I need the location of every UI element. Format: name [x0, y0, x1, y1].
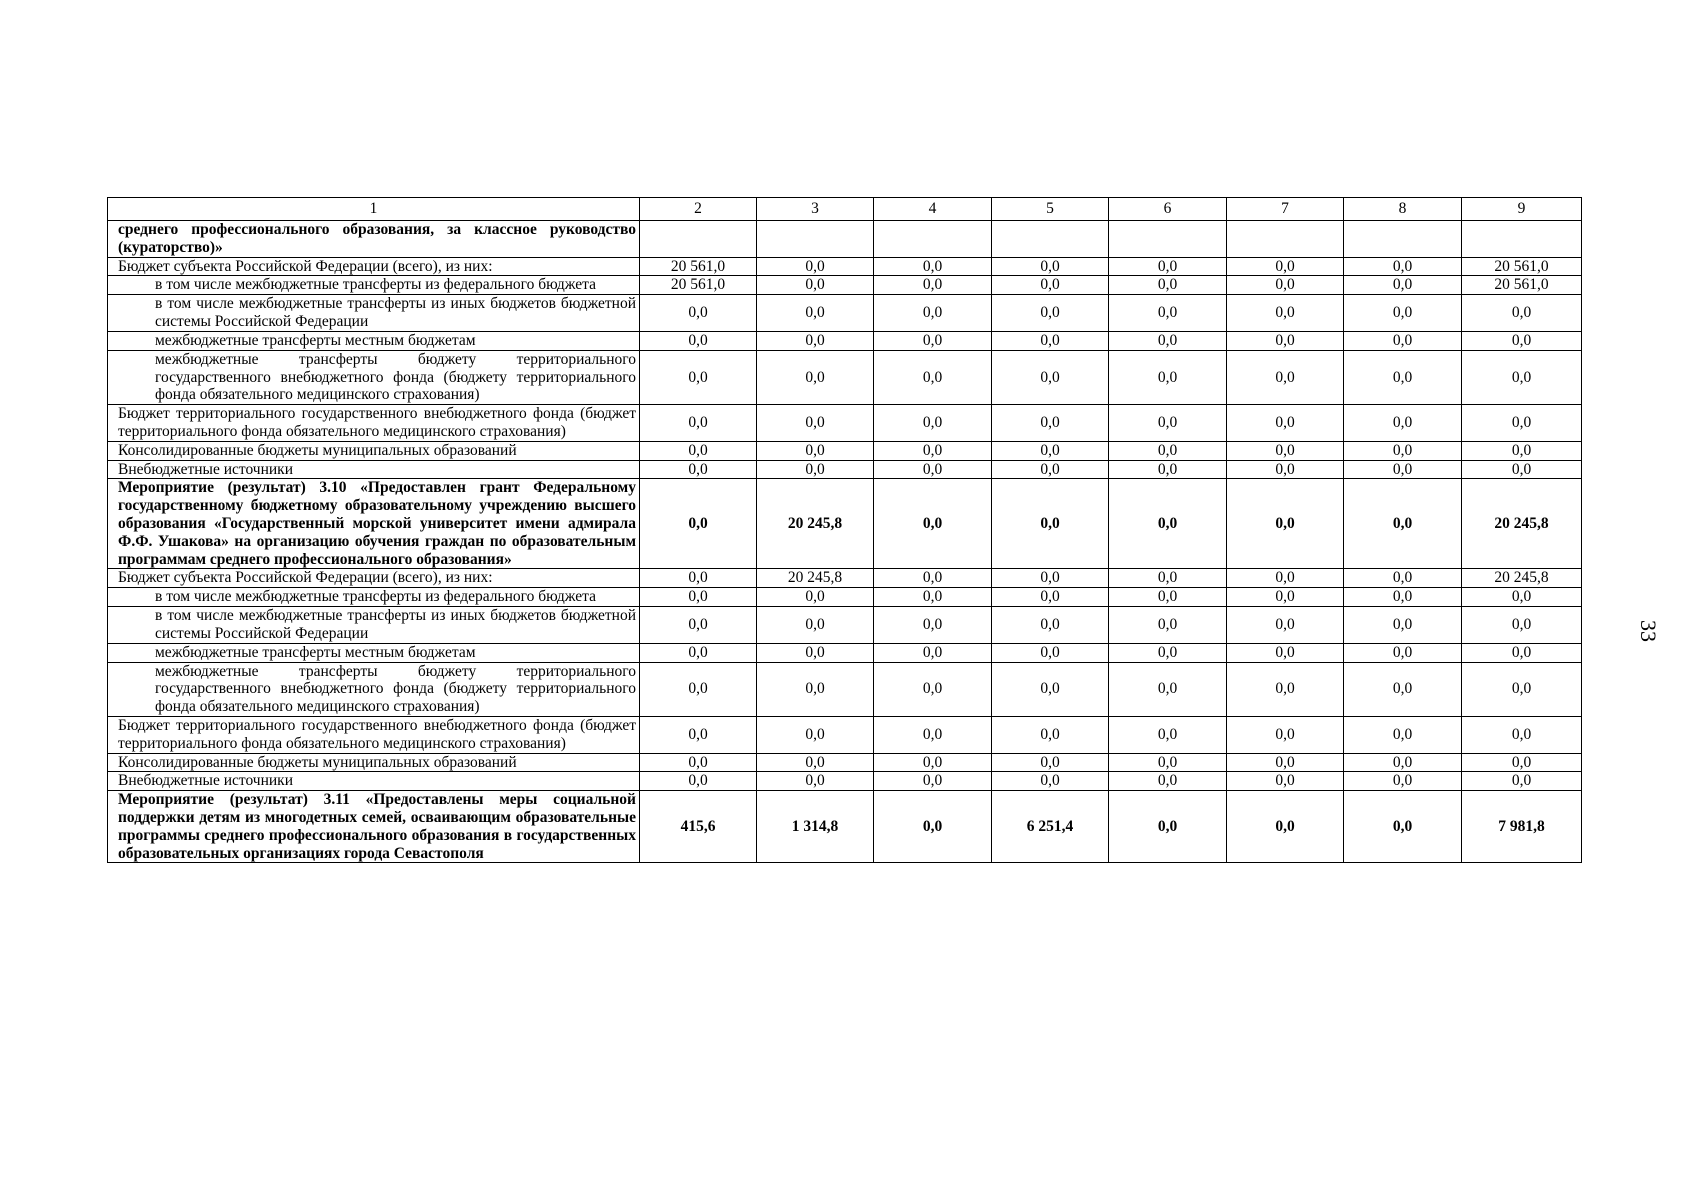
cell-col-5: 0,0 [992, 772, 1109, 791]
table-row [108, 221, 1582, 258]
cell-col-8: 0,0 [1344, 588, 1462, 607]
cell-col-8: 0,0 [1344, 460, 1462, 479]
cell-col-9: 0,0 [1462, 716, 1582, 753]
cell-col-9: 20 561,0 [1462, 257, 1582, 276]
cell-col-8: 0,0 [1344, 479, 1462, 569]
cell-col-4: 0,0 [874, 588, 992, 607]
cell-col-7: 0,0 [1227, 460, 1344, 479]
cell-col-9: 0,0 [1462, 405, 1582, 442]
cell-col-4: 0,0 [874, 295, 992, 332]
cell-col-8: 0,0 [1344, 441, 1462, 460]
cell-col-5: 0,0 [992, 350, 1109, 404]
cell-col-8: 0,0 [1344, 772, 1462, 791]
cell-col-7: 0,0 [1227, 479, 1344, 569]
cell-col-9: 0,0 [1462, 441, 1582, 460]
row-label: Внебюджетные источники [108, 460, 640, 479]
cell-col-2: 0,0 [640, 350, 757, 404]
cell-col-2: 0,0 [640, 772, 757, 791]
cell-col-9: 20 245,8 [1462, 569, 1582, 588]
cell-col-2: 0,0 [640, 588, 757, 607]
table-row [108, 331, 1582, 350]
table-row [108, 441, 1582, 460]
cell-col-3: 0,0 [757, 295, 874, 332]
cell-col-3: 0,0 [757, 607, 874, 644]
table-row [108, 643, 1582, 662]
table-body [108, 221, 1582, 863]
cell-col-2: 0,0 [640, 716, 757, 753]
cell-col-4 [874, 221, 992, 258]
cell-col-3: 0,0 [757, 588, 874, 607]
cell-col-6: 0,0 [1109, 662, 1227, 716]
cell-col-2: 0,0 [640, 405, 757, 442]
cell-col-8: 0,0 [1344, 662, 1462, 716]
cell-col-4: 0,0 [874, 772, 992, 791]
cell-col-9: 0,0 [1462, 643, 1582, 662]
cell-col-6: 0,0 [1109, 716, 1227, 753]
cell-col-7: 0,0 [1227, 662, 1344, 716]
cell-col-6: 0,0 [1109, 257, 1227, 276]
cell-col-7: 0,0 [1227, 772, 1344, 791]
cell-col-8: 0,0 [1344, 716, 1462, 753]
row-label: Консолидированные бюджеты муниципальных образований [108, 441, 640, 460]
cell-col-8: 0,0 [1344, 607, 1462, 644]
cell-col-7: 0,0 [1227, 405, 1344, 442]
cell-col-8: 0,0 [1344, 257, 1462, 276]
cell-col-6: 0,0 [1109, 588, 1227, 607]
row-label: Мероприятие (результат) 3.10 «Предоставлен грант Федеральному государственному бюджетному образовательному учреждению высшего образования «Государственный морской университет имени адмирала Ф.Ф. Ушакова» на организацию обучения граждан по образовательным программам среднего профессионального образования» [108, 479, 640, 569]
cell-col-2: 0,0 [640, 460, 757, 479]
cell-col-2: 0,0 [640, 643, 757, 662]
cell-col-6: 0,0 [1109, 460, 1227, 479]
header-row [108, 198, 1582, 221]
table-row [108, 460, 1582, 479]
cell-col-9: 20 561,0 [1462, 276, 1582, 295]
cell-col-8: 0,0 [1344, 350, 1462, 404]
cell-col-9: 20 245,8 [1462, 479, 1582, 569]
cell-col-2: 20 561,0 [640, 276, 757, 295]
cell-col-5: 0,0 [992, 753, 1109, 772]
cell-col-4: 0,0 [874, 791, 992, 863]
table-row [108, 662, 1582, 716]
row-label: среднего профессионального образования, за классное руководство (кураторство)» [108, 221, 640, 258]
table-row [108, 753, 1582, 772]
cell-col-4: 0,0 [874, 441, 992, 460]
cell-col-5: 0,0 [992, 716, 1109, 753]
cell-col-3 [757, 221, 874, 258]
cell-col-7: 0,0 [1227, 753, 1344, 772]
cell-col-8: 0,0 [1344, 791, 1462, 863]
cell-col-6: 0,0 [1109, 276, 1227, 295]
cell-col-6: 0,0 [1109, 405, 1227, 442]
cell-col-4: 0,0 [874, 331, 992, 350]
cell-col-4: 0,0 [874, 662, 992, 716]
cell-col-5: 0,0 [992, 331, 1109, 350]
cell-col-6: 0,0 [1109, 295, 1227, 332]
row-label: в том числе межбюджетные трансферты из иных бюджетов бюджетной системы Российской Федерации [108, 607, 640, 644]
cell-col-3: 0,0 [757, 716, 874, 753]
cell-col-2: 0,0 [640, 607, 757, 644]
cell-col-5: 0,0 [992, 643, 1109, 662]
cell-col-5 [992, 221, 1109, 258]
cell-col-7: 0,0 [1227, 643, 1344, 662]
row-label: Внебюджетные источники [108, 772, 640, 791]
cell-col-4: 0,0 [874, 460, 992, 479]
cell-col-2 [640, 221, 757, 258]
column-header-5: 5 [992, 198, 1109, 221]
cell-col-9: 0,0 [1462, 460, 1582, 479]
cell-col-6: 0,0 [1109, 607, 1227, 644]
cell-col-8: 0,0 [1344, 569, 1462, 588]
cell-col-7: 0,0 [1227, 791, 1344, 863]
cell-col-6: 0,0 [1109, 479, 1227, 569]
cell-col-2: 0,0 [640, 441, 757, 460]
page-number: 33 [1636, 620, 1661, 642]
table-row [108, 588, 1582, 607]
cell-col-2: 0,0 [640, 295, 757, 332]
cell-col-7 [1227, 221, 1344, 258]
column-header-1: 1 [108, 198, 640, 221]
cell-col-3: 20 245,8 [757, 569, 874, 588]
cell-col-2: 0,0 [640, 569, 757, 588]
column-header-2: 2 [640, 198, 757, 221]
column-header-7: 7 [1227, 198, 1344, 221]
cell-col-9: 0,0 [1462, 753, 1582, 772]
column-header-3: 3 [757, 198, 874, 221]
column-header-8: 8 [1344, 198, 1462, 221]
cell-col-3: 0,0 [757, 331, 874, 350]
column-header-4: 4 [874, 198, 992, 221]
table-row [108, 772, 1582, 791]
cell-col-3: 0,0 [757, 276, 874, 295]
cell-col-3: 1 314,8 [757, 791, 874, 863]
cell-col-6: 0,0 [1109, 643, 1227, 662]
cell-col-7: 0,0 [1227, 441, 1344, 460]
table-row [108, 569, 1582, 588]
cell-col-4: 0,0 [874, 350, 992, 404]
cell-col-4: 0,0 [874, 716, 992, 753]
cell-col-3: 0,0 [757, 405, 874, 442]
row-label: межбюджетные трансферты бюджету территориального государственного внебюджетного фонда (бюджету территориального фонда обязательного медицинского страхования) [108, 662, 640, 716]
cell-col-8: 0,0 [1344, 331, 1462, 350]
cell-col-8: 0,0 [1344, 753, 1462, 772]
cell-col-7: 0,0 [1227, 716, 1344, 753]
cell-col-5: 0,0 [992, 460, 1109, 479]
cell-col-7: 0,0 [1227, 257, 1344, 276]
cell-col-5: 6 251,4 [992, 791, 1109, 863]
table-row [108, 350, 1582, 404]
table-row [108, 791, 1582, 863]
cell-col-6: 0,0 [1109, 569, 1227, 588]
cell-col-4: 0,0 [874, 276, 992, 295]
cell-col-4: 0,0 [874, 643, 992, 662]
cell-col-5: 0,0 [992, 257, 1109, 276]
cell-col-7: 0,0 [1227, 588, 1344, 607]
budget-table [107, 197, 1582, 863]
cell-col-6 [1109, 221, 1227, 258]
cell-col-4: 0,0 [874, 257, 992, 276]
cell-col-5: 0,0 [992, 607, 1109, 644]
column-header-9: 9 [1462, 198, 1582, 221]
cell-col-3: 0,0 [757, 662, 874, 716]
cell-col-5: 0,0 [992, 569, 1109, 588]
cell-col-3: 0,0 [757, 460, 874, 479]
cell-col-4: 0,0 [874, 569, 992, 588]
row-label: межбюджетные трансферты местным бюджетам [108, 643, 640, 662]
cell-col-6: 0,0 [1109, 441, 1227, 460]
cell-col-8: 0,0 [1344, 276, 1462, 295]
cell-col-3: 0,0 [757, 441, 874, 460]
cell-col-7: 0,0 [1227, 295, 1344, 332]
row-label: Консолидированные бюджеты муниципальных образований [108, 753, 640, 772]
table-row [108, 405, 1582, 442]
row-label: в том числе межбюджетные трансферты из федерального бюджета [108, 588, 640, 607]
cell-col-9: 0,0 [1462, 772, 1582, 791]
cell-col-9 [1462, 221, 1582, 258]
cell-col-9: 0,0 [1462, 662, 1582, 716]
cell-col-4: 0,0 [874, 607, 992, 644]
cell-col-7: 0,0 [1227, 331, 1344, 350]
table-row [108, 607, 1582, 644]
table-row [108, 295, 1582, 332]
cell-col-4: 0,0 [874, 479, 992, 569]
table-row [108, 276, 1582, 295]
cell-col-3: 0,0 [757, 257, 874, 276]
cell-col-7: 0,0 [1227, 569, 1344, 588]
cell-col-8: 0,0 [1344, 295, 1462, 332]
row-label: в том числе межбюджетные трансферты из федерального бюджета [108, 276, 640, 295]
row-label: Бюджет территориального государственного внебюджетного фонда (бюджет территориального фонда обязательного медицинского страхования) [108, 405, 640, 442]
cell-col-9: 0,0 [1462, 607, 1582, 644]
cell-col-2: 0,0 [640, 662, 757, 716]
cell-col-7: 0,0 [1227, 607, 1344, 644]
cell-col-2: 0,0 [640, 331, 757, 350]
cell-col-3: 0,0 [757, 643, 874, 662]
cell-col-2: 0,0 [640, 753, 757, 772]
row-label: Бюджет субъекта Российской Федерации (всего), из них: [108, 569, 640, 588]
cell-col-6: 0,0 [1109, 753, 1227, 772]
cell-col-8: 0,0 [1344, 405, 1462, 442]
cell-col-6: 0,0 [1109, 350, 1227, 404]
cell-col-6: 0,0 [1109, 791, 1227, 863]
cell-col-5: 0,0 [992, 662, 1109, 716]
cell-col-5: 0,0 [992, 441, 1109, 460]
cell-col-4: 0,0 [874, 405, 992, 442]
row-label: в том числе межбюджетные трансферты из иных бюджетов бюджетной системы Российской Федерации [108, 295, 640, 332]
cell-col-9: 0,0 [1462, 331, 1582, 350]
cell-col-5: 0,0 [992, 276, 1109, 295]
cell-col-3: 20 245,8 [757, 479, 874, 569]
cell-col-9: 0,0 [1462, 295, 1582, 332]
cell-col-2: 0,0 [640, 479, 757, 569]
row-label: Мероприятие (результат) 3.11 «Предоставлены меры социальной поддержки детям из многодетных семей, осваивающим образовательные программы среднего профессионального образования в государственных образовательных организациях города Севастополя [108, 791, 640, 863]
row-label: Бюджет территориального государственного внебюджетного фонда (бюджет территориального фонда обязательного медицинского страхования) [108, 716, 640, 753]
cell-col-5: 0,0 [992, 479, 1109, 569]
cell-col-3: 0,0 [757, 753, 874, 772]
table-row [108, 257, 1582, 276]
cell-col-2: 20 561,0 [640, 257, 757, 276]
cell-col-7: 0,0 [1227, 276, 1344, 295]
cell-col-5: 0,0 [992, 405, 1109, 442]
cell-col-4: 0,0 [874, 753, 992, 772]
table-row [108, 716, 1582, 753]
row-label: Бюджет субъекта Российской Федерации (всего), из них: [108, 257, 640, 276]
cell-col-8: 0,0 [1344, 643, 1462, 662]
cell-col-8 [1344, 221, 1462, 258]
cell-col-6: 0,0 [1109, 772, 1227, 791]
table-row [108, 479, 1582, 569]
cell-col-3: 0,0 [757, 772, 874, 791]
cell-col-9: 0,0 [1462, 588, 1582, 607]
column-header-6: 6 [1109, 198, 1227, 221]
cell-col-5: 0,0 [992, 588, 1109, 607]
cell-col-3: 0,0 [757, 350, 874, 404]
cell-col-9: 7 981,8 [1462, 791, 1582, 863]
cell-col-9: 0,0 [1462, 350, 1582, 404]
cell-col-6: 0,0 [1109, 331, 1227, 350]
cell-col-7: 0,0 [1227, 350, 1344, 404]
cell-col-5: 0,0 [992, 295, 1109, 332]
cell-col-2: 415,6 [640, 791, 757, 863]
row-label: межбюджетные трансферты местным бюджетам [108, 331, 640, 350]
row-label: межбюджетные трансферты бюджету территориального государственного внебюджетного фонда (бюджету территориального фонда обязательного медицинского страхования) [108, 350, 640, 404]
